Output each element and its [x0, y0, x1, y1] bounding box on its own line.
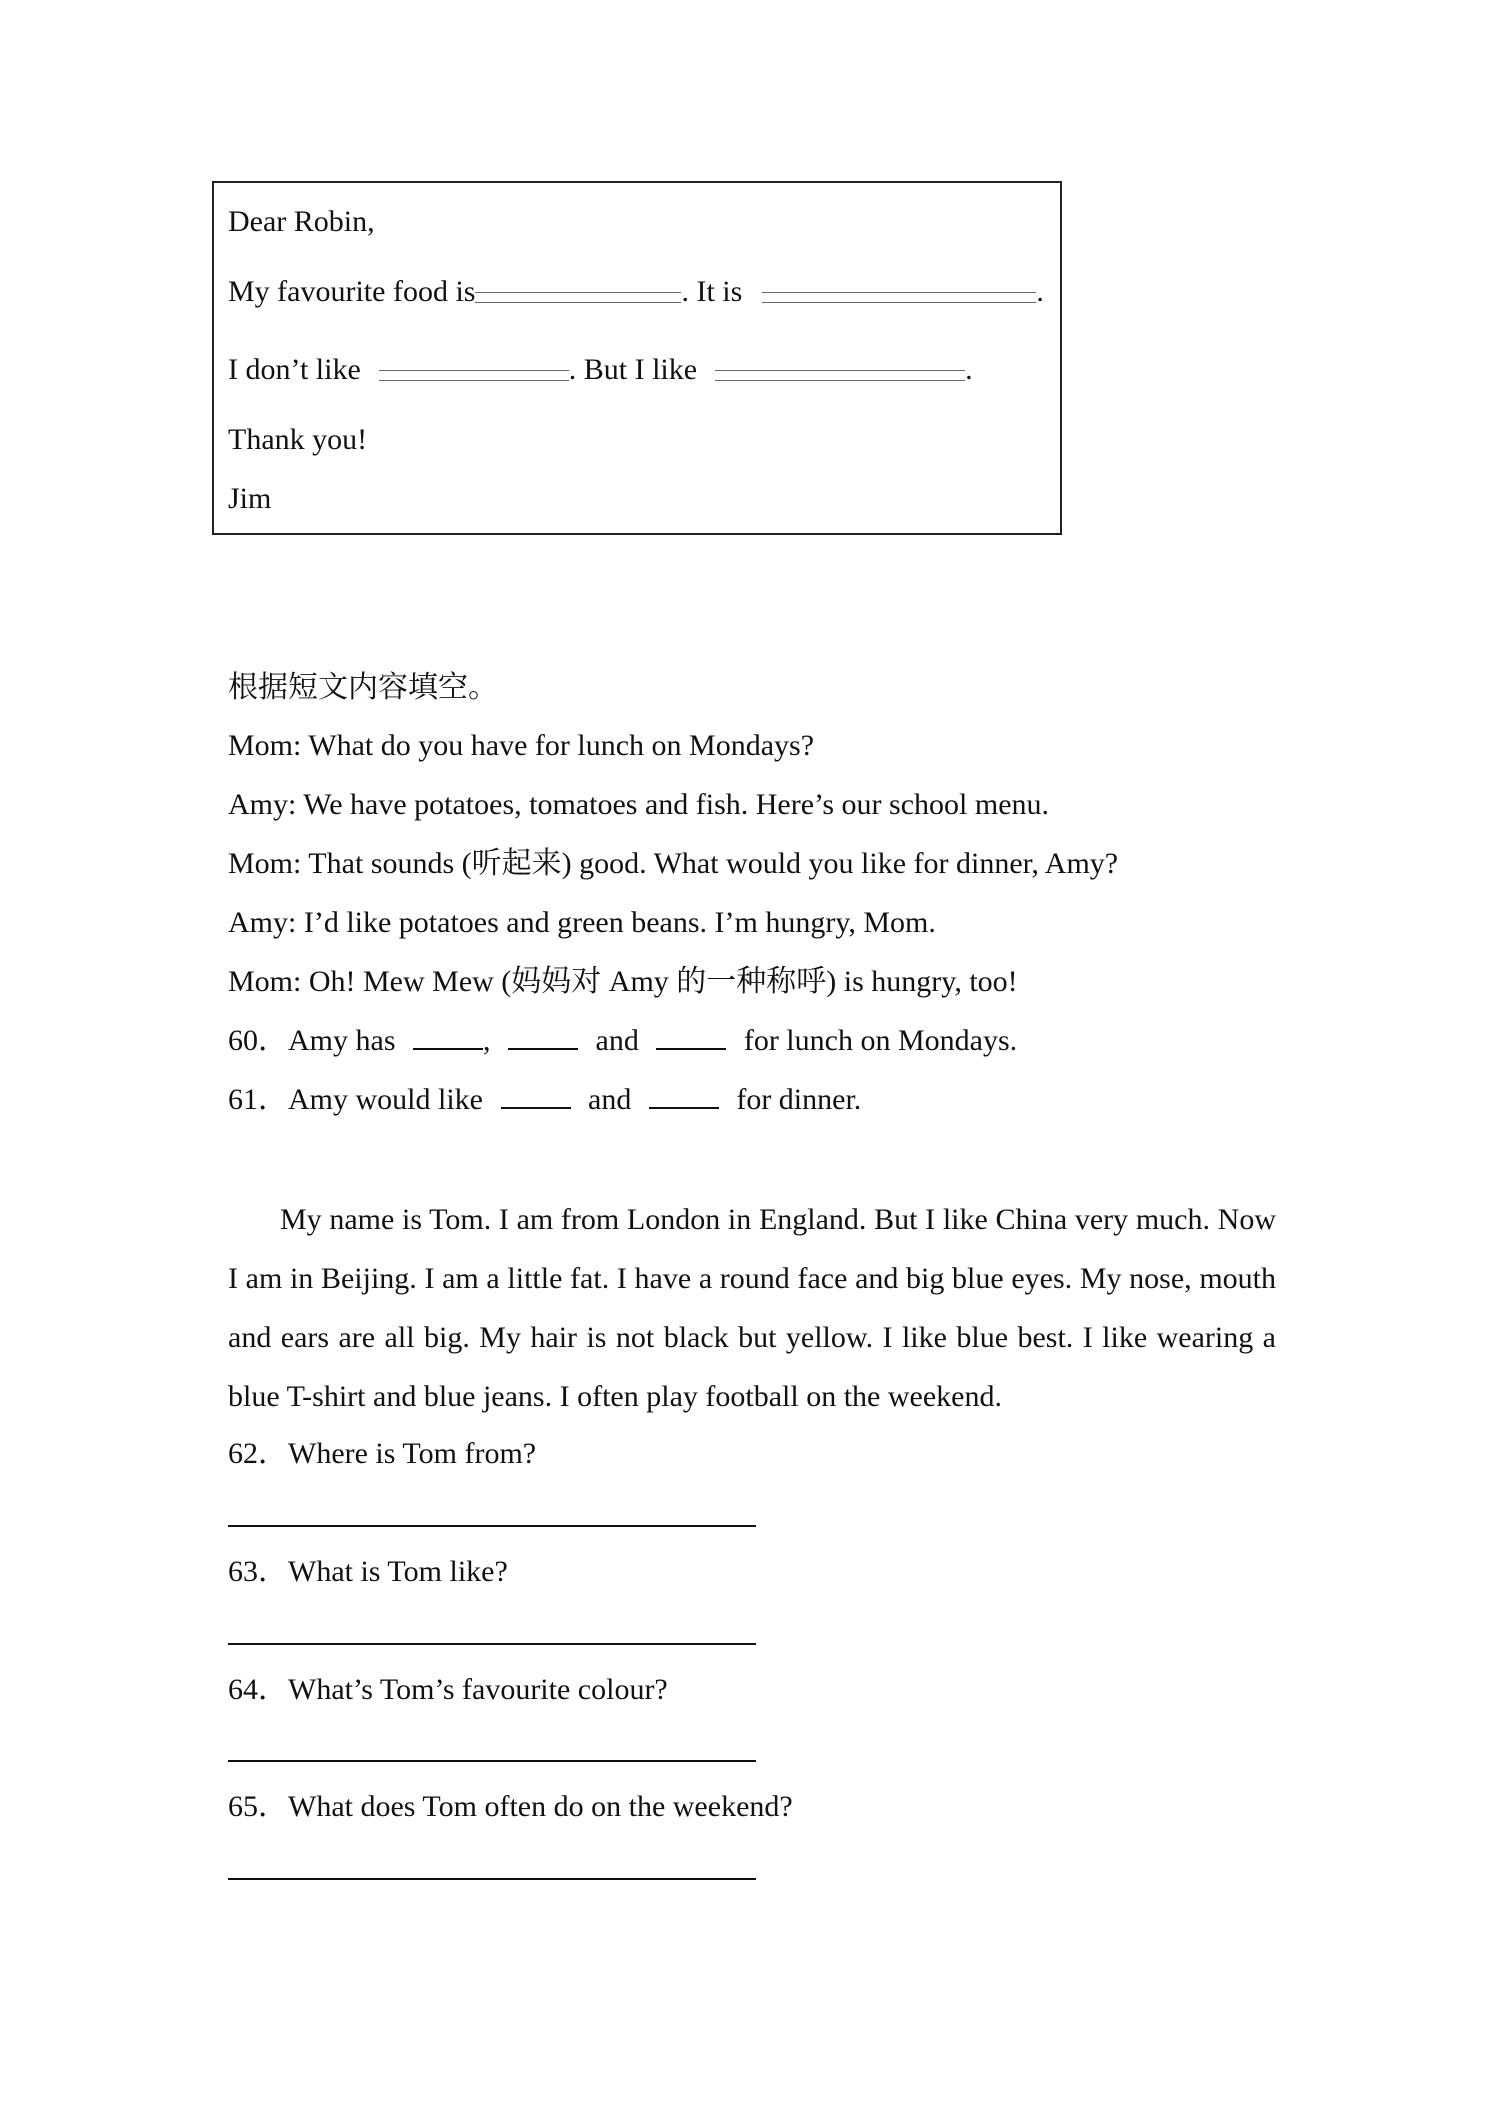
question-text: Where is Tom from?	[288, 1437, 537, 1470]
letter-line-2-start: I don’t like	[228, 353, 361, 386]
dialogue-line: Amy: I’d like potatoes and green beans. I’m hungry, Mom.	[228, 906, 936, 939]
question-61-and: and	[588, 1083, 632, 1116]
question-60-end: for lunch on Mondays.	[743, 1024, 1018, 1057]
question-number: 60．	[228, 1024, 288, 1057]
answer-line-64[interactable]	[228, 1760, 756, 1762]
question-number: 63．	[228, 1555, 288, 1588]
q60-blank-3[interactable]	[656, 1028, 726, 1050]
answer-line-63[interactable]	[228, 1643, 756, 1645]
food-description-blank[interactable]	[762, 292, 1036, 303]
question-65	[228, 1787, 793, 1827]
letter-line-1-end: .	[1036, 275, 1044, 308]
favourite-food-blank[interactable]	[475, 292, 681, 303]
question-text: What is Tom like?	[288, 1555, 508, 1588]
q60-blank-2[interactable]	[508, 1028, 578, 1050]
dialogue-line: Amy: We have potatoes, tomatoes and fish. Here’s our school menu.	[228, 788, 1050, 821]
letter-signature: Jim	[228, 482, 272, 515]
letter-line-2-mid: . But I like	[568, 353, 698, 386]
question-number: 64．	[228, 1673, 288, 1706]
question-60-and: and	[595, 1024, 639, 1057]
reading-passage: My name is Tom. I am from London in England. But I like China very much. Now I am in Beijing. I am a little fat. I have a round face and big blue eyes. My nose, mouth and ears are all big. My hair is not black but yellow. I like blue best. I like wearing a blue T-shirt and blue jeans. I often play football on the weekend.	[228, 1203, 1276, 1413]
answer-line-65[interactable]	[228, 1878, 756, 1880]
question-text: What’s Tom’s favourite colour?	[288, 1673, 668, 1706]
letter-line-2	[228, 350, 973, 390]
question-number: 62．	[228, 1437, 288, 1470]
dialogue-line: Mom: What do you have for lunch on Mondays?	[228, 729, 815, 762]
question-number: 61．	[228, 1083, 288, 1116]
letter-line-1-start: My favourite food is	[228, 275, 476, 308]
q60-blank-1[interactable]	[413, 1028, 483, 1050]
question-61-start: Amy would like	[288, 1083, 483, 1116]
letter-line-1-mid: . It is	[681, 275, 743, 308]
letter-line-2-end: .	[965, 353, 973, 386]
letter-thanks: Thank you!	[228, 423, 368, 456]
letter-greeting: Dear Robin,	[228, 205, 375, 238]
question-64	[228, 1670, 668, 1710]
question-61-end: for dinner.	[736, 1083, 862, 1116]
question-60-comma: ,	[483, 1024, 491, 1057]
dialogue-line: Mom: Oh! Mew Mew (妈妈对 Amy 的一种称呼) is hungry, too!	[228, 965, 1018, 998]
dislike-blank[interactable]	[379, 370, 569, 381]
question-63	[228, 1552, 508, 1592]
answer-line-62[interactable]	[228, 1525, 756, 1527]
question-number: 65．	[228, 1790, 288, 1823]
dialogue-line: Mom: That sounds (听起来) good. What would you like for dinner, Amy?	[228, 847, 1119, 880]
q61-blank-1[interactable]	[501, 1087, 571, 1109]
like-blank[interactable]	[715, 370, 965, 381]
question-61	[228, 1080, 861, 1120]
q61-blank-2[interactable]	[649, 1087, 719, 1109]
question-62	[228, 1434, 536, 1474]
question-text: What does Tom often do on the weekend?	[288, 1790, 793, 1823]
question-60-start: Amy has	[288, 1024, 396, 1057]
question-60	[228, 1021, 1017, 1061]
section-instruction: 根据短文内容填空。	[228, 671, 498, 704]
letter-line-1	[228, 272, 1044, 312]
